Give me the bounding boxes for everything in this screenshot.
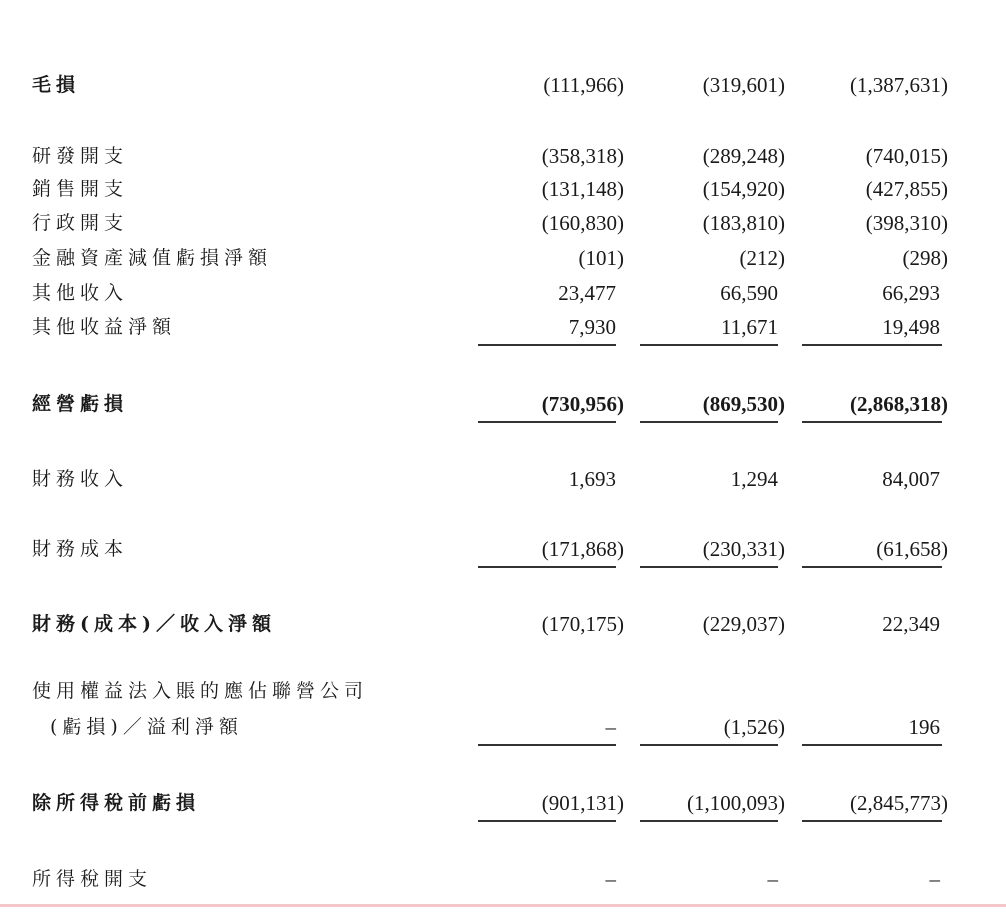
table-row	[0, 278, 1006, 308]
value-col2: –	[767, 867, 778, 891]
value-col3: (298)	[902, 246, 948, 270]
row-label-other-income: 其他收入	[32, 282, 129, 304]
table-row	[0, 676, 1006, 706]
table-row	[0, 534, 1006, 564]
value-col3: 84,007	[882, 467, 940, 491]
value-col1: 7,930	[568, 315, 616, 339]
value-col2: (1,526)	[723, 715, 785, 739]
value-col3: (427,855)	[865, 177, 948, 201]
table-row	[0, 609, 1006, 639]
divider	[640, 820, 778, 822]
table-row	[0, 389, 1006, 419]
value-col2: 66,590	[720, 281, 778, 305]
table-row	[0, 788, 1006, 818]
value-col1: –	[605, 715, 616, 739]
divider	[802, 744, 942, 746]
divider	[640, 421, 778, 423]
divider	[802, 421, 942, 423]
value-col3: 22,349	[882, 612, 940, 636]
value-col3: (2,868,318)	[850, 392, 948, 416]
value-col1: (131,148)	[541, 177, 624, 201]
row-label-gross-loss: 毛損	[32, 74, 81, 96]
divider	[802, 820, 942, 822]
value-col1: 1,693	[568, 467, 616, 491]
row-label-other-gains: 其他收益淨額	[32, 316, 177, 338]
page-bottom-border	[0, 904, 1006, 907]
value-col1: (160,830)	[541, 211, 624, 235]
table-row	[0, 312, 1006, 342]
value-col2: (229,037)	[702, 612, 785, 636]
table-row	[0, 70, 1006, 100]
value-col2: (319,601)	[702, 73, 785, 97]
value-col2: (289,248)	[702, 144, 785, 168]
value-col1: –	[605, 867, 616, 891]
value-col3: (740,015)	[865, 144, 948, 168]
value-col1: (170,175)	[541, 612, 624, 636]
divider	[640, 344, 778, 346]
row-label-rd-expenses: 研發開支	[32, 145, 129, 167]
divider	[478, 566, 616, 568]
table-row	[0, 243, 1006, 273]
value-col2: (869,530)	[702, 392, 785, 416]
value-col3: 66,293	[882, 281, 940, 305]
value-col2: (183,810)	[702, 211, 785, 235]
value-col3: 196	[908, 715, 940, 739]
row-label-income-tax: 所得稅開支	[32, 868, 153, 890]
row-label-finance-cost: 財務成本	[32, 538, 129, 560]
table-row	[0, 864, 1006, 894]
row-label-selling-expenses: 銷售開支	[32, 178, 129, 200]
value-col3: 19,498	[882, 315, 940, 339]
divider	[802, 566, 942, 568]
divider	[478, 744, 616, 746]
value-col3: (1,387,631)	[850, 73, 948, 97]
value-col3: (61,658)	[876, 537, 948, 561]
value-col3: –	[929, 867, 940, 891]
value-col2: (154,920)	[702, 177, 785, 201]
value-col1: (901,131)	[541, 791, 624, 815]
divider	[478, 344, 616, 346]
value-col2: (1,100,093)	[687, 791, 785, 815]
row-label-impairment: 金融資產減值虧損淨額	[32, 247, 273, 269]
divider	[640, 744, 778, 746]
row-label-finance-income: 財務收入	[32, 468, 129, 490]
table-row	[0, 141, 1006, 171]
row-label-net-finance: 財務(成本)／收入淨額	[32, 613, 276, 635]
table-row	[0, 712, 1006, 742]
value-col2: (230,331)	[702, 537, 785, 561]
value-col3: (398,310)	[865, 211, 948, 235]
row-label-loss-before-tax: 除所得稅前虧損	[32, 792, 201, 814]
value-col1: (730,956)	[541, 392, 624, 416]
divider	[478, 421, 616, 423]
value-col2: 11,671	[721, 315, 778, 339]
value-col2: (212)	[739, 246, 785, 270]
row-label-associates: 使用權益法入賬的應佔聯營公司	[32, 680, 369, 702]
row-label-operating-loss: 經營虧損	[32, 393, 129, 415]
value-col1: 23,477	[558, 281, 616, 305]
value-col2: 1,294	[730, 467, 778, 491]
table-row	[0, 464, 1006, 494]
value-col1: (101)	[578, 246, 624, 270]
divider	[640, 566, 778, 568]
divider	[802, 344, 942, 346]
value-col1: (171,868)	[541, 537, 624, 561]
table-row	[0, 174, 1006, 204]
value-col1: (111,966)	[543, 73, 624, 97]
value-col1: (358,318)	[541, 144, 624, 168]
value-col3: (2,845,773)	[850, 791, 948, 815]
table-row	[0, 208, 1006, 238]
row-label-admin-expenses: 行政開支	[32, 212, 129, 234]
row-label-associates-line2: (虧損)／溢利淨額	[50, 716, 243, 738]
divider	[478, 820, 616, 822]
